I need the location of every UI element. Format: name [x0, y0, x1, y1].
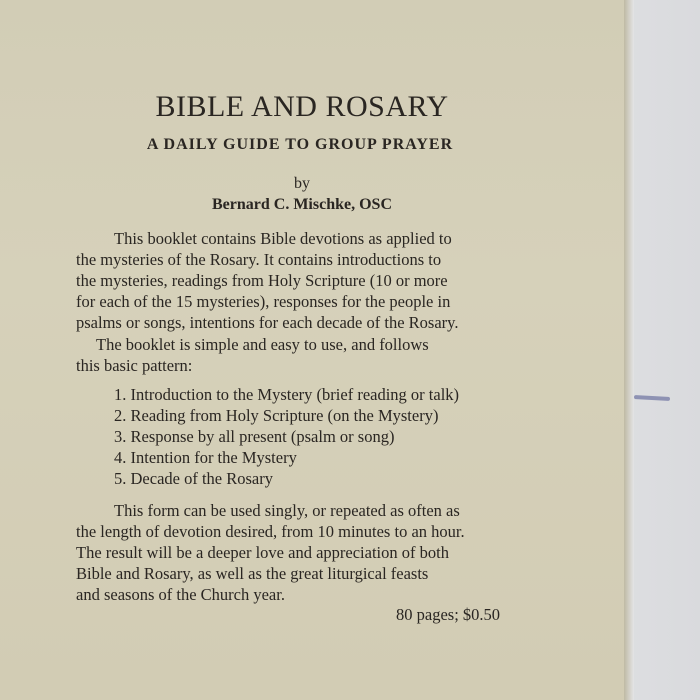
paragraph-3-line-5: and seasons of the Church year.: [76, 585, 285, 604]
byline-by: by: [294, 175, 310, 192]
pattern-item-1: 1. Introduction to the Mystery (brief reading or talk): [114, 385, 460, 404]
pattern-item-4: 4. Intention for the Mystery: [114, 448, 297, 467]
page-edge: [624, 0, 634, 700]
paragraph-2-line-1: The booklet is simple and easy to use, and follows: [96, 335, 429, 354]
pattern-item-3: 3. Response by all present (psalm or song): [114, 427, 395, 446]
pattern-item-5: 5. Decade of the Rosary: [114, 469, 273, 488]
paragraph-1-line-4: for each of the 15 mysteries), responses for the people in: [76, 292, 451, 311]
paragraph-1-line-2: the mysteries of the Rosary. It contains introductions to: [76, 250, 442, 269]
paragraph-1-line-5: psalms or songs, intentions for each decade of the Rosary.: [76, 313, 459, 332]
book-subtitle: A DAILY GUIDE TO GROUP PRAYER: [146, 136, 454, 153]
paragraph-1-line-3: the mysteries, readings from Holy Scripture (10 or more: [76, 271, 448, 290]
paragraph-1-line-1: This booklet contains Bible devotions as applied to: [114, 229, 452, 248]
paragraph-3-line-1: This form can be used singly, or repeated as often as: [114, 501, 460, 520]
author-name: Bernard C. Mischke, OSC: [212, 196, 392, 213]
book-title: BIBLE AND ROSARY: [155, 90, 449, 123]
page-count-price: 80 pages; $0.50: [396, 605, 501, 624]
paragraph-3-line-2: the length of devotion desired, from 10 minutes to an hour.: [76, 522, 465, 541]
paragraph-3-line-3: The result will be a deeper love and appreciation of both: [76, 543, 449, 562]
pattern-item-2: 2. Reading from Holy Scripture (on the Mystery): [114, 406, 439, 425]
paragraph-3-line-4: Bible and Rosary, as well as the great liturgical feasts: [76, 564, 429, 583]
paragraph-2-line-2: this basic pattern:: [76, 356, 193, 375]
